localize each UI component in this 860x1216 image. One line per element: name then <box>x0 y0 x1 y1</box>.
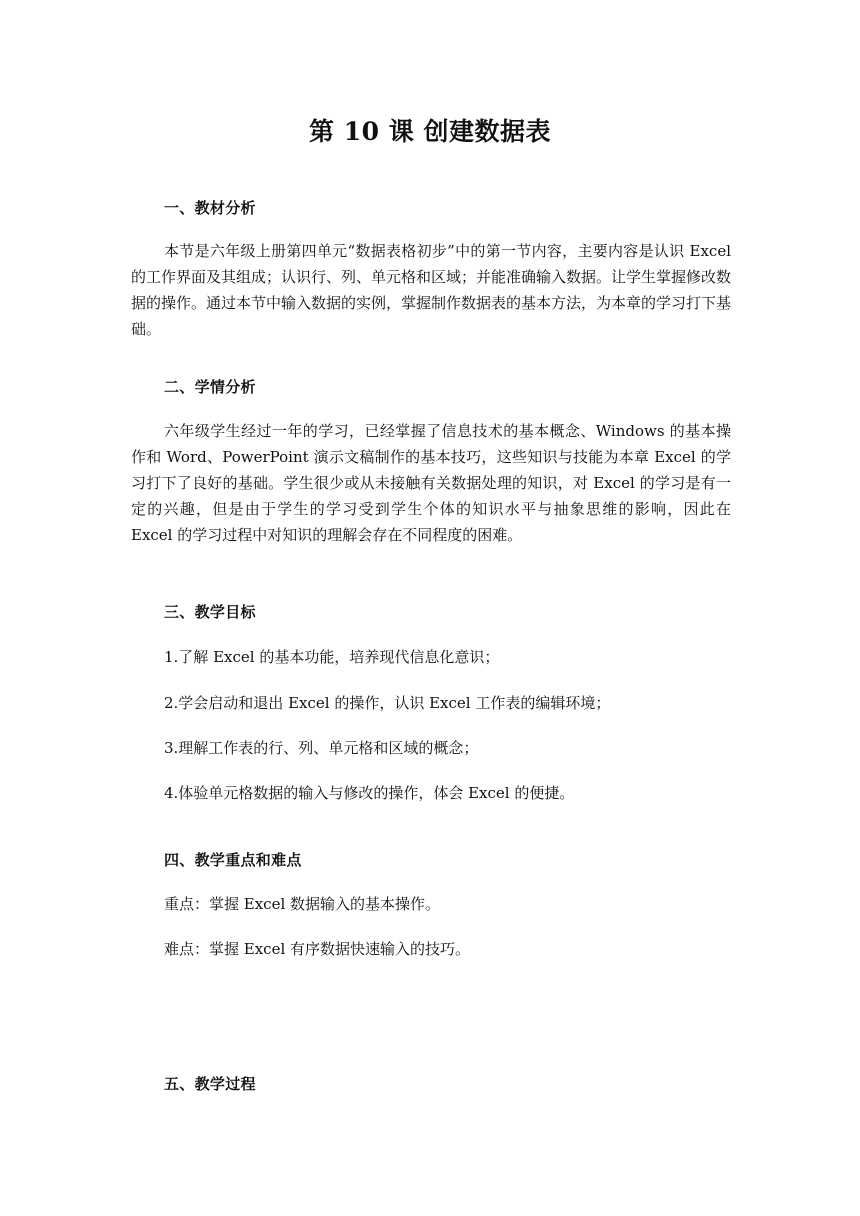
section-heading-textbook-analysis: 一、教材分析 <box>164 199 256 217</box>
student-analysis-paragraph: 六年级学生经过一年的学习，已经掌握了信息技术的基本概念、Windows 的基本操作和 Word、PowerPoint 演示文稿制作的基本技巧，这些知识与技能为本章 Excel 的学习打下了良好的基础。学生很少或从未接触有关数据处理的知识，对 Excel 的学习是有一定的兴趣，但是由于学生的学习受到学生个体的知识水平与抽象思维的影响，因此在 Excel 的学习过程中对知识的理解会存在不同程度的困难。 <box>131 422 731 544</box>
difficult-point-item: 难点：掌握 Excel 有序数据快速输入的技巧。 <box>164 940 471 958</box>
objective-item: 4.体验单元格数据的输入与修改的操作，体会 Excel 的便捷。 <box>164 784 575 802</box>
section-heading-key-points: 四、教学重点和难点 <box>164 851 302 869</box>
objective-item: 3.理解工作表的行、列、单元格和区域的概念； <box>164 739 479 757</box>
section-heading-teaching-process: 五、教学过程 <box>164 1075 256 1093</box>
textbook-analysis-paragraph: 本节是六年级上册第四单元“数据表格初步”中的第一节内容，主要内容是认识 Excel 的工作界面及其组成；认识行、列、单元格和区域；并能准确输入数据。让学生掌握修改数据的操作。通过本节中输入数据的实例，掌握制作数据表的基本方法，为本章的学习打下基础。 <box>131 242 732 338</box>
objective-item: 2.学会启动和退出 Excel 的操作，认识 Excel 工作表的编辑环境； <box>164 694 611 712</box>
document-title: 第 10 课 创建数据表 <box>309 117 551 146</box>
section-heading-teaching-objectives: 三、教学目标 <box>164 603 256 621</box>
objective-item: 1.了解 Excel 的基本功能，培养现代信息化意识； <box>164 648 500 666</box>
section-heading-student-analysis: 二、学情分析 <box>164 378 256 396</box>
key-point-item: 重点：掌握 Excel 数据输入的基本操作。 <box>164 895 441 913</box>
